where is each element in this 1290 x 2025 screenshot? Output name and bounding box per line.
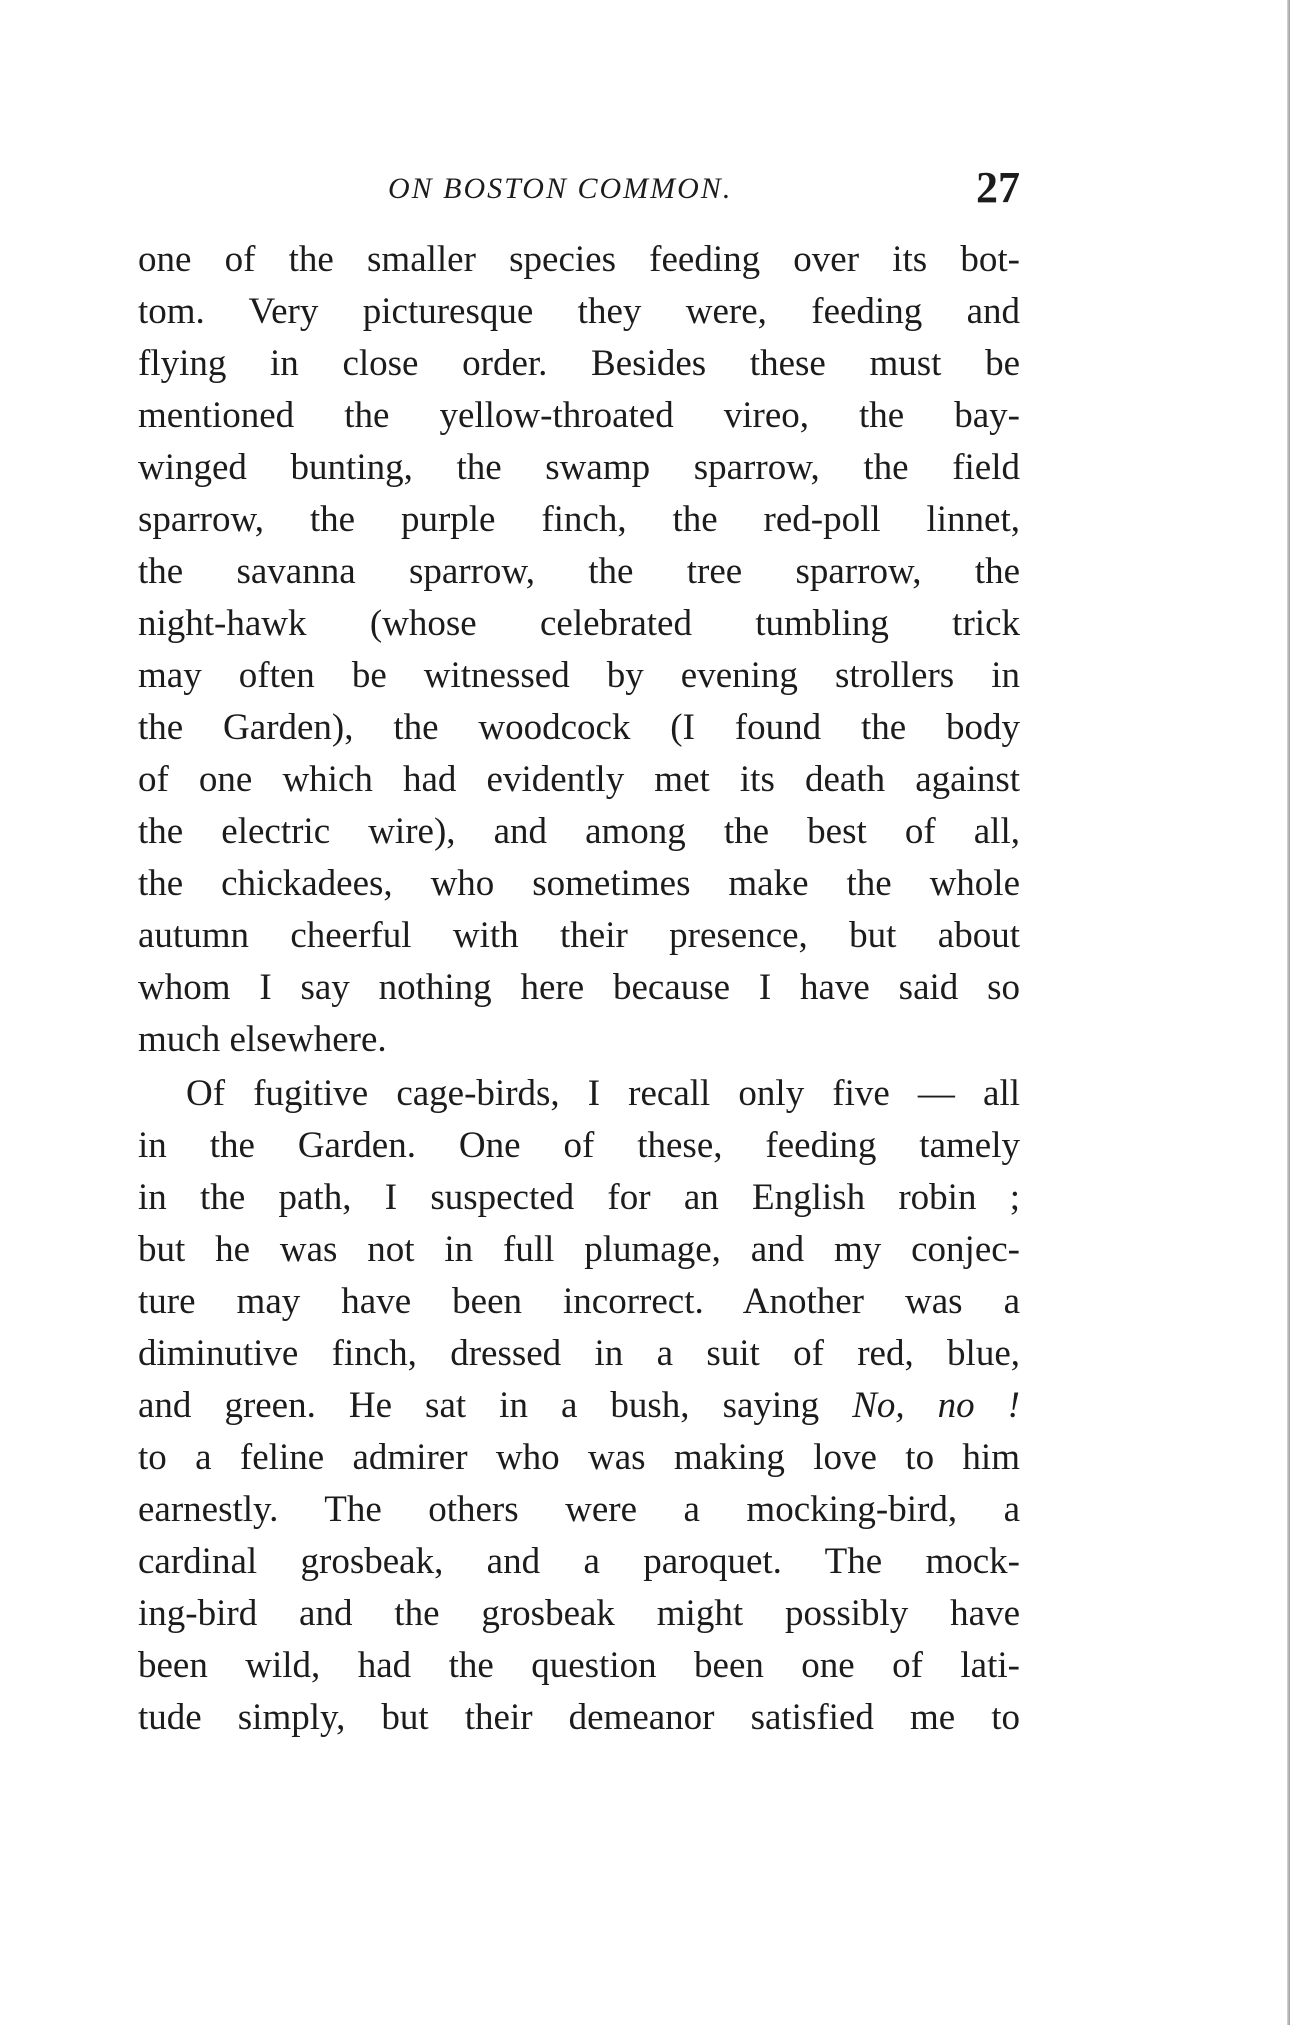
paragraph-2: [138, 1068, 1020, 1744]
paragraph-1: [138, 234, 1020, 1066]
text-line: been wild, had the question been one of lati-: [138, 1645, 1020, 1686]
text-line: ing-bird and the grosbeak might possibly have: [138, 1593, 1020, 1634]
text-line: of one which had evidently met its death against: [138, 759, 1020, 800]
text-line: to a feline admirer who was making love to him: [138, 1437, 1020, 1478]
text-line: the savanna sparrow, the tree sparrow, the: [138, 551, 1020, 592]
text-line: cardinal grosbeak, and a paroquet. The mock-: [138, 1541, 1020, 1582]
text-run: and green. He sat in a bush, saying: [138, 1385, 853, 1426]
text-line: but he was not in full plumage, and my conjec-: [138, 1229, 1020, 1270]
text-line: the Garden), the woodcock (I found the body: [138, 707, 1020, 748]
text-line: in the Garden. One of these, feeding tamely: [138, 1125, 1020, 1166]
text-line: earnestly. The others were a mocking-bird, a: [138, 1489, 1020, 1530]
body-text: [138, 234, 1020, 1744]
page-header: [138, 162, 1020, 222]
text-line: the electric wire), and among the best of all,: [138, 811, 1020, 852]
text-line: ture may have been incorrect. Another was a: [138, 1281, 1020, 1322]
text-line: diminutive finch, dressed in a suit of red, blue,: [138, 1333, 1020, 1374]
text-line: tom. Very picturesque they were, feeding and: [138, 291, 1020, 332]
text-line: Of fugitive cage-birds, I recall only five — all: [186, 1073, 1020, 1114]
text-line: mentioned the yellow-throated vireo, the bay-: [138, 395, 1020, 436]
text-line: whom I say nothing here because I have said so: [138, 967, 1020, 1008]
text-line: winged bunting, the swamp sparrow, the field: [138, 447, 1020, 488]
text-line: may often be witnessed by evening strollers in: [138, 655, 1020, 696]
text-line: night-hawk (whose celebrated tumbling trick: [138, 603, 1020, 644]
italic-text-run: No, no !: [852, 1385, 1020, 1426]
running-head: ON BOSTON COMMON.: [388, 172, 733, 205]
page-number: 27: [976, 163, 1020, 212]
text-line: tude simply, but their demeanor satisfied me to: [138, 1697, 1020, 1738]
text-line: autumn cheerful with their presence, but about: [138, 915, 1020, 956]
text-line: sparrow, the purple finch, the red-poll linnet,: [138, 499, 1020, 540]
text-line: the chickadees, who sometimes make the whole: [138, 863, 1020, 904]
text-line-with-italic: [138, 1380, 1020, 1432]
text-line: in the path, I suspected for an English robin ;: [138, 1177, 1020, 1218]
text-line: flying in close order. Besides these must be: [138, 343, 1020, 384]
text-line: much elsewhere.: [138, 1019, 387, 1060]
text-line: one of the smaller species feeding over its bot-: [138, 239, 1020, 280]
